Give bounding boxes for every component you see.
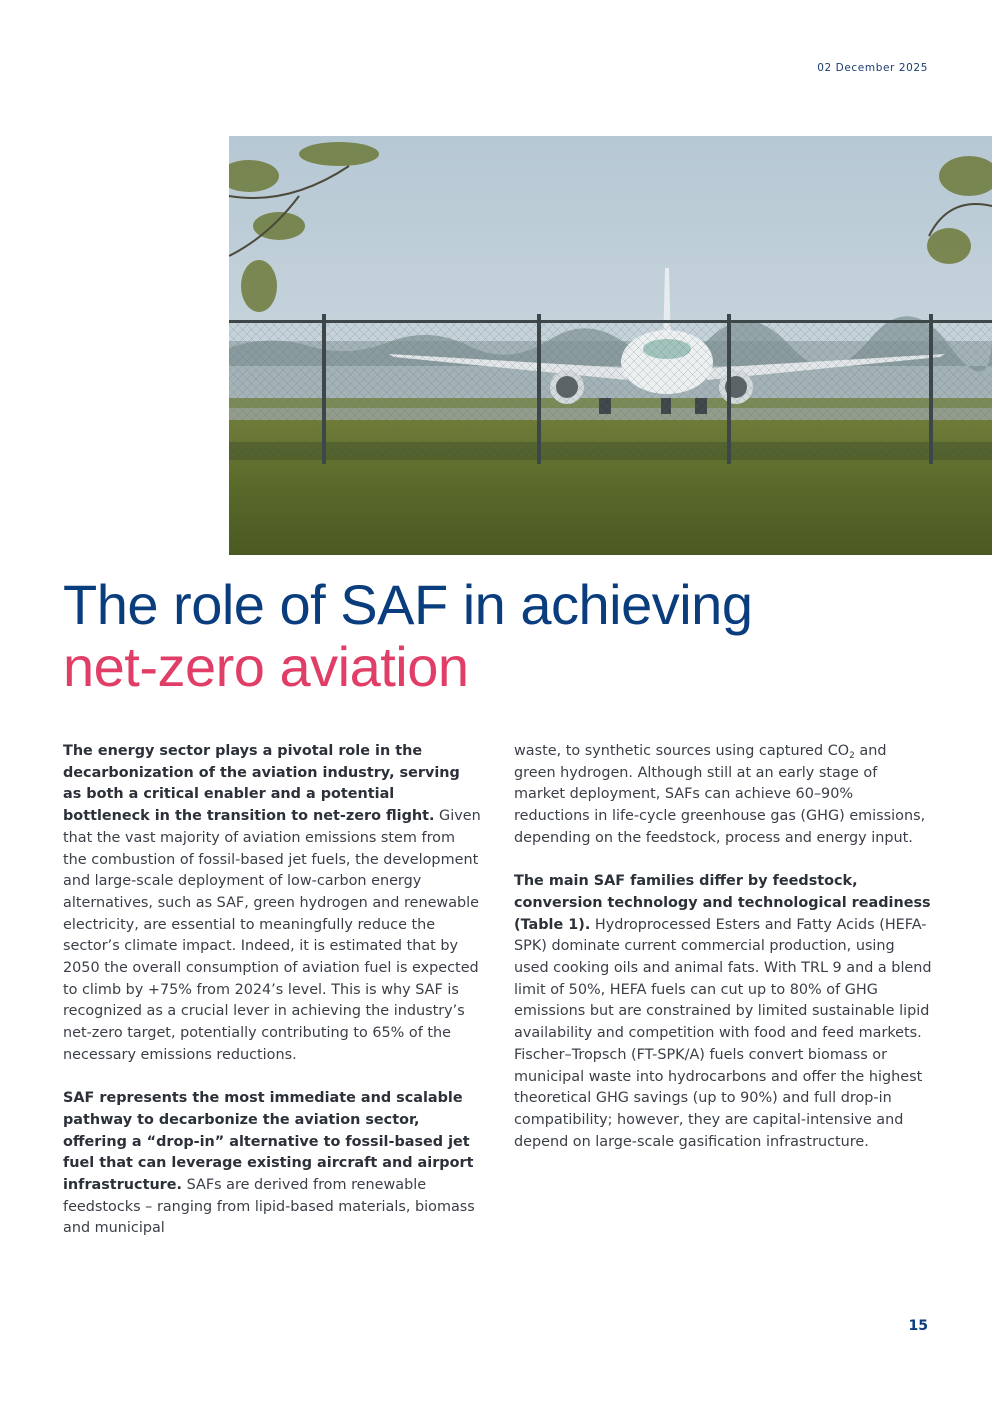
left-column (63, 741, 483, 1262)
body-text: SAFs are derived from renewable feedstocks – ranging from lipid-based materials, biomass and municipal (63, 1177, 475, 1237)
title-line-2: net-zero aviation (63, 635, 469, 698)
lead-bold: The main SAF families differ by feedstock, conversion technology and technological readiness (Table 1). (514, 873, 931, 933)
paragraph (514, 871, 932, 1153)
body-text: Given that the vast majority of aviation emissions stem from the combustion of fossil-based jet fuels, the development and large-scale deployment of low-carbon energy alternatives, such as SAF, green hydrogen and renewable electricity, are essential to meaningfully reduce the sector’s climate impact. Indeed, it is estimated that by 2050 the overall consumption of aviation fuel is expected to climb by +75% from 2024’s level. This is why SAF is recognized as a crucial lever in achieving the industry’s net-zero target, potentially contributing to 65% of the necessary emissions reductions. (63, 808, 481, 1063)
body-text: and green hydrogen. Although still at an early stage of market deployment, SAFs can achieve 60–90% reductions in life-cycle greenhouse gas (GHG) emissions, depending on the feedstock, process and energy input. (514, 743, 926, 846)
lead-bold: The energy sector plays a pivotal role in the decarbonization of the aviation industry, serving as both a critical enabler and a potential bottleneck in the transition to net-zero flight. (63, 743, 460, 825)
paragraph (63, 741, 483, 1067)
paragraph (63, 1088, 483, 1240)
right-column (514, 741, 932, 1175)
publication-date: 02 December 2025 (817, 62, 928, 74)
subscript: 2 (849, 751, 855, 761)
title-line-1: The role of SAF in achieving (63, 573, 753, 636)
paragraph (514, 741, 932, 850)
hero-image (229, 136, 992, 555)
lead-bold: SAF represents the most immediate and scalable pathway to decarbonize the aviation sector, offering a “drop-in” alternative to fossil-based jet fuel that can leverage existing aircraft and airport infrastructure. (63, 1090, 474, 1194)
page-title (63, 574, 752, 698)
body-text: waste, to synthetic sources using captured CO (514, 743, 850, 759)
body-text: Hydroprocessed Esters and Fatty Acids (HEFA-SPK) dominate current commercial production, using used cooking oils and animal fats. With TRL 9 and a blend limit of 50%, HEFA fuels can cut up to 80% of GHG emissions but are constrained by limited sustainable lipid availability and competition with food and feed markets. Fischer–Tropsch (FT-SPK/A) fuels convert biomass or municipal waste into hydrocarbons and offer the highest theoretical GHG savings (up to 90%) and full drop-in compatibility; however, they are capital-intensive and depend on large-scale gasification infrastructure. (514, 916, 932, 1150)
page-number: 15 (908, 1318, 928, 1334)
